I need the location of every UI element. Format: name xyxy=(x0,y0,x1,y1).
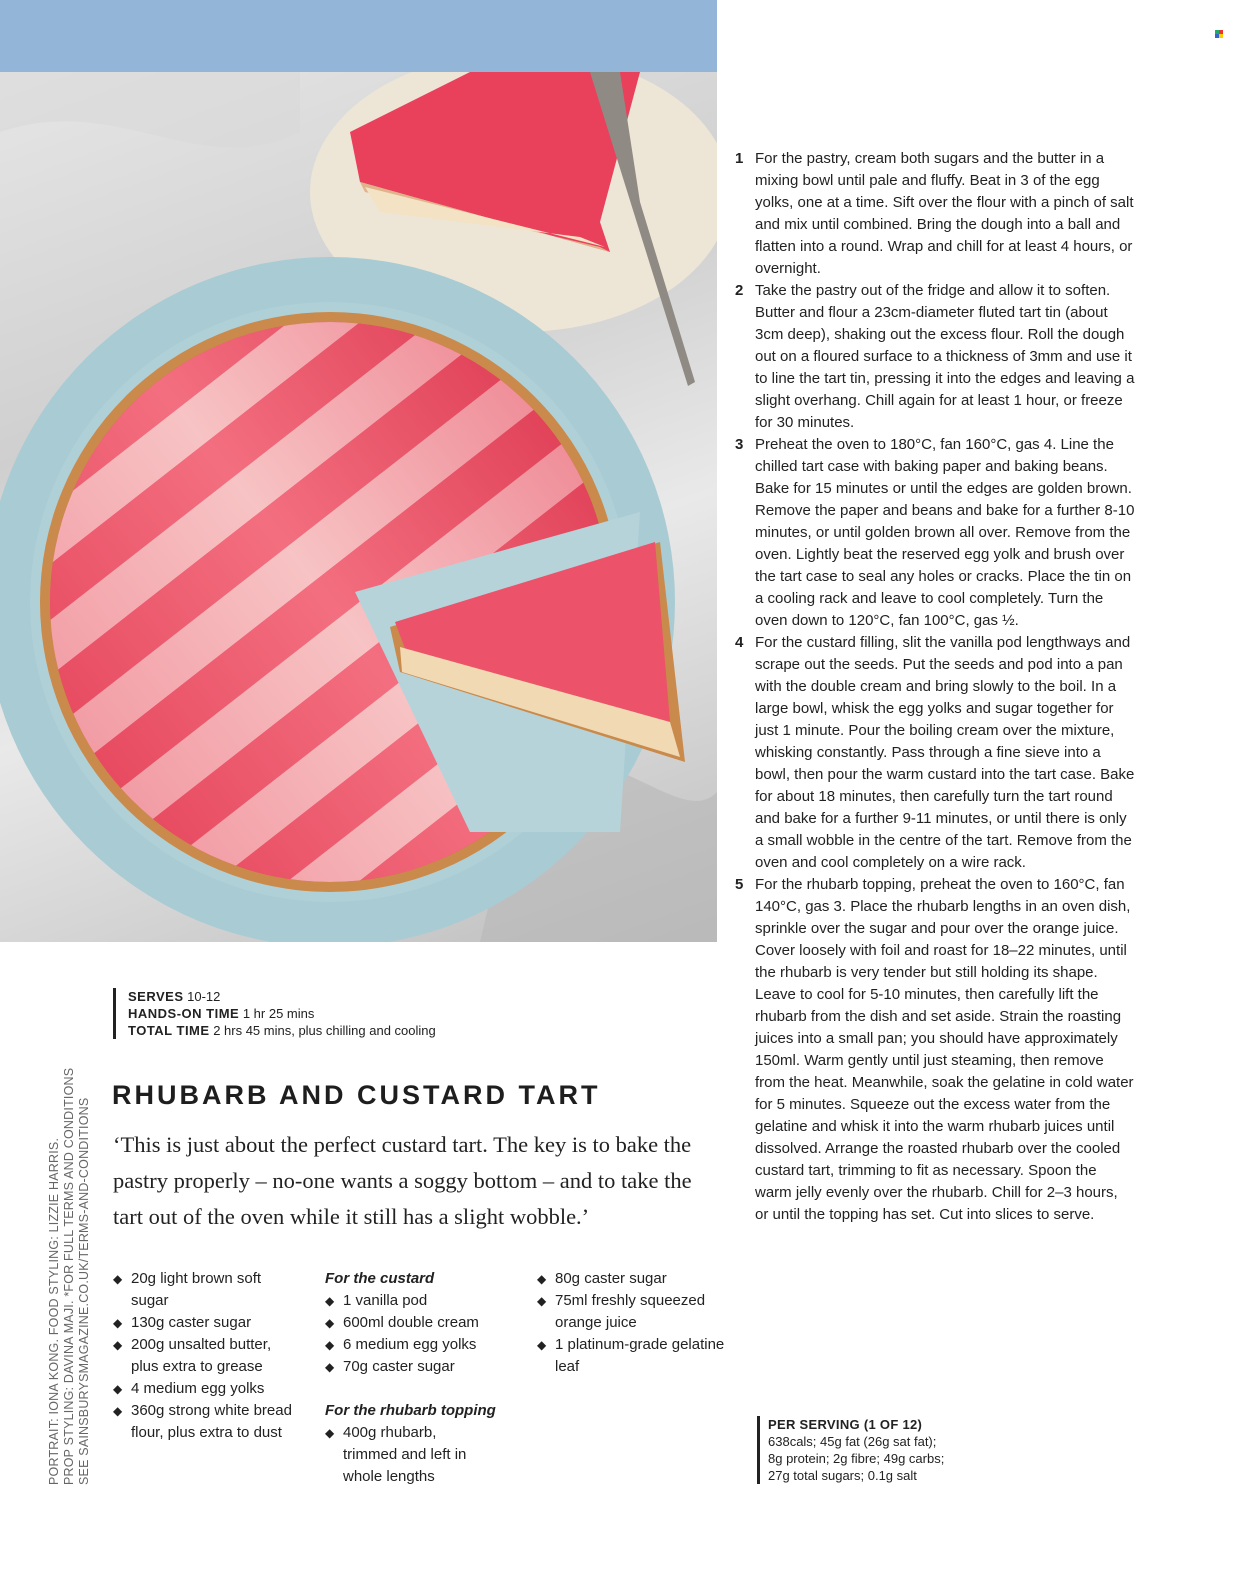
credit-line: PROP STYLING: DAVINA MAJI. *FOR FULL TERMS AND CONDITIONS xyxy=(62,1067,76,1485)
ingredient-item: ◆ 400g rhubarb, trimmed and left in whole lengths xyxy=(325,1422,493,1488)
photo-credits xyxy=(47,1045,92,1485)
method-step xyxy=(735,280,1135,434)
nutrition-info xyxy=(757,1416,944,1484)
step-text: For the rhubarb topping, preheat the oven to 160°C, fan 140°C, gas 3. Place the rhubarb lengths in an oven dish, sprinkle over the sugar and pour over the orange juice. Cover loosely with foil and roast for 18–22 minutes, until the rhubarb is very tender but still holding its shape. Leave to cool for 5-10 minutes, then carefully lift the rhubarb from the dish and set aside. Strain the roasting juices into a small pan; you should have approximately 150ml. Warm gently until just steaming, then remove from the heat. Meanwhile, soak the gelatine in cold water for 5 minutes. Squeeze out the excess water from the gelatine and whisk it into the warm rhubarb juices until dissolved. Arrange the roasted rhubarb over the cooled custard tart, trimming to fit as necessary. Spoon the warm jelly evenly over the rhubarb. Chill for 2–3 hours, or until the topping has set. Cut into slices to serve. xyxy=(755,876,1134,1223)
method-step xyxy=(735,874,1135,1226)
header-color-band xyxy=(0,0,717,72)
recipe-meta xyxy=(113,988,436,1039)
method-steps xyxy=(735,148,1135,1226)
step-number: 2 xyxy=(735,282,744,299)
step-number: 4 xyxy=(735,634,744,651)
ingredient-item: ◆ 20g light brown soft sugar xyxy=(113,1268,293,1312)
ingredient-item: ◆ 4 medium egg yolks xyxy=(113,1378,293,1400)
ingredient-item: ◆ 70g caster sugar xyxy=(325,1356,525,1378)
step-number: 3 xyxy=(735,436,744,453)
ingredient-item: ◆ 75ml freshly squeezed orange juice xyxy=(537,1290,737,1334)
step-number: 5 xyxy=(735,876,744,893)
method-step xyxy=(735,632,1135,874)
recipe-quote: ‘This is just about the perfect custard tart. The key is to bake the pastry properly – no-one wants a soggy bottom – and to take the tart out of the oven while it still has a slight wobble.’ xyxy=(113,1132,692,1229)
credit-line: PORTRAIT: IONA KONG. FOOD STYLING: LIZZIE HARRIS. xyxy=(47,1137,61,1485)
step-text: Take the pastry out of the fridge and allow it to soften. Butter and flour a 23cm-diameter fluted tart tin (about 3cm deep), shaking out the excess flour. Roll the dough out on a floured surface to a thickness of 3mm and use it to line the tart tin, pressing it into the edges and leaving a slight overhang. Chill again for at least 1 hour, or freeze for 30 minutes. xyxy=(755,282,1135,431)
total-time-row: TOTAL TIME 2 hrs 45 mins, plus chilling and cooling xyxy=(128,1023,436,1038)
hands-on-row: HANDS-ON TIME 1 hr 25 mins xyxy=(128,1006,315,1021)
serves-row: SERVES 10-12 xyxy=(128,989,221,1004)
ingredient-item: ◆ 360g strong white bread flour, plus extra to dust xyxy=(113,1400,293,1444)
nutrition-line: 8g protein; 2g fibre; 49g carbs; xyxy=(768,1451,945,1466)
credit-line: SEE SAINSBURYSMAGAZINE.CO.UK/TERMS-AND-CONDITIONS xyxy=(77,1097,91,1485)
step-number: 1 xyxy=(735,150,744,167)
ingredients-column-1 xyxy=(113,1268,293,1444)
step-text: For the custard filling, slit the vanilla pod lengthways and scrape out the seeds. Put the seeds and pod into a pan with the double cream and bring slowly to the boil. In a large bowl, whisk the egg yolks and sugar together for just 1 minute. Pour the boiling cream over the mixture, whisking constantly. Pass through a fine sieve into a bowl, then pour the warm custard into the tart case. Bake for about 18 minutes, then carefully turn the tart round and bake for a further 9-11 minutes, or until there is only a small wobble in the centre of the tart. Remove from the oven and cool completely on a wire rack. xyxy=(755,634,1135,871)
step-text: For the pastry, cream both sugars and the butter in a mixing bowl until pale and fluffy. Beat in 3 of the egg yolks, one at a time. Sift over the flour with a pinch of salt and mix until combined. Bring the dough into a ball and flatten into a round. Wrap and chill for at least 4 hours, or overnight. xyxy=(755,150,1134,277)
rhubarb-tart-photo xyxy=(0,72,717,942)
ingredient-item: ◆ 1 platinum-grade gelatine leaf xyxy=(537,1334,737,1378)
ingredient-item: ◆ 1 vanilla pod xyxy=(325,1290,525,1312)
nutrition-line: 27g total sugars; 0.1g salt xyxy=(768,1468,917,1483)
step-text: Preheat the oven to 180°C, fan 160°C, gas 4. Line the chilled tart case with baking paper and baking beans. Bake for 15 minutes or until the edges are golden brown. Remove the paper and beans and bake for a further 8-10 minutes, or until golden brown all over. Remove from the oven. Lightly beat the reserved egg yolk and brush over the tart case to seal any holes or cracks. Place the tin on a cooling rack and leave to cool completely. Turn the oven down to 120°C, fan 100°C, gas ½. xyxy=(755,436,1135,629)
printer-mark-icon xyxy=(1215,30,1223,38)
ingredient-item: ◆ 600ml double cream xyxy=(325,1312,525,1334)
method-step xyxy=(735,434,1135,632)
nutrition-heading: PER SERVING (1 OF 12) xyxy=(768,1417,923,1432)
ingredient-item: ◆ 80g caster sugar xyxy=(537,1268,737,1290)
custard-heading: For the custard xyxy=(325,1270,435,1287)
ingredients-column-3 xyxy=(537,1268,737,1378)
method-step xyxy=(735,148,1135,280)
recipe-title: RHUBARB AND CUSTARD TART xyxy=(112,1080,601,1110)
nutrition-line: 638cals; 45g fat (26g sat fat); xyxy=(768,1434,937,1449)
topping-heading: For the rhubarb topping xyxy=(325,1402,496,1419)
ingredient-item: ◆ 200g unsalted butter, plus extra to grease xyxy=(113,1334,293,1378)
ingredients-column-2 xyxy=(325,1268,525,1488)
ingredient-item: ◆ 130g caster sugar xyxy=(113,1312,293,1334)
ingredient-item: ◆ 6 medium egg yolks xyxy=(325,1334,525,1356)
